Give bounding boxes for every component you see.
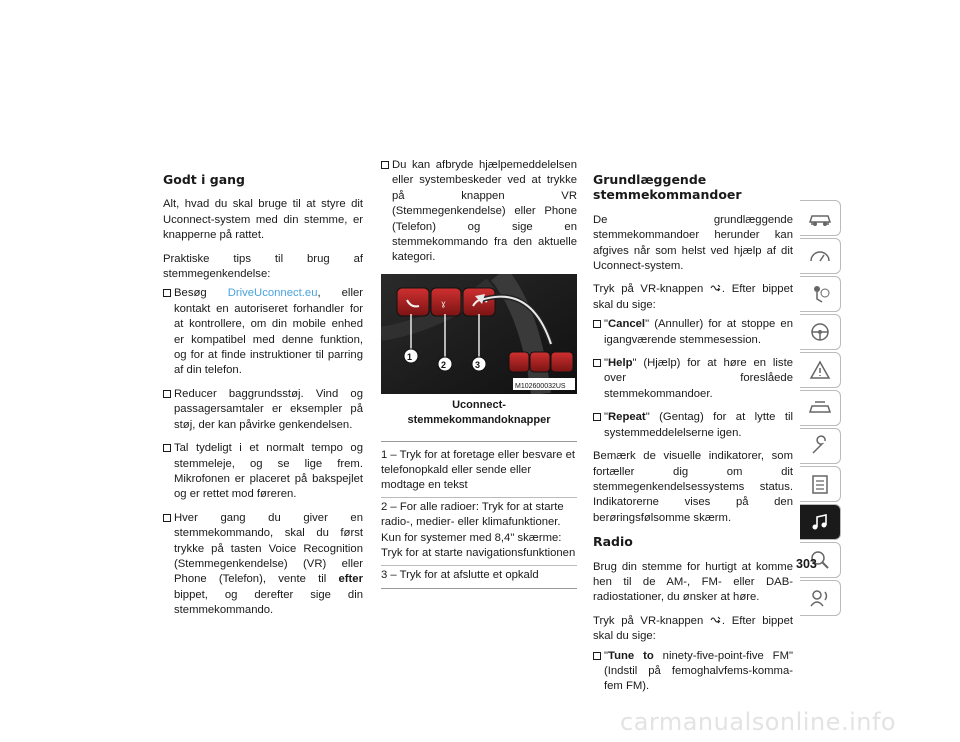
dashboard-icon (807, 245, 833, 267)
driveuconnect-link[interactable]: DriveUconnect.eu (227, 287, 318, 300)
car-service-icon (807, 397, 833, 419)
basic-commands-intro: De grundlæggende stemmekommandoer herunder kan afgives når som helst ved hjælp af dit Uconnect-system. (593, 213, 793, 273)
legend-item: 1 – Tryk for at foretage eller besvare et telefonopkald eller sende eller modtage en tekst (381, 446, 577, 498)
button-legend (381, 441, 577, 589)
photo-caption: Uconnect-stemmekommandoknapper (407, 398, 551, 427)
intro-paragraph: Alt, hvad du skal bruge til at styre dit Uconnect-system med din stemme, er knapperne på rattet. (163, 198, 363, 242)
checklist-icon (807, 473, 833, 495)
basic-commands-list (593, 317, 793, 441)
column-right (593, 172, 793, 703)
tips-list-continued (381, 158, 577, 266)
tab-gauges[interactable] (800, 238, 841, 274)
wrench-icon (807, 435, 833, 457)
checkbox-bullet-icon (163, 514, 171, 522)
visual-indicators-paragraph: Bemærk de visuelle indikatorer, som fortæller dig om dit stemmegenkendelsessystems status. Indikatorerne vises på den berøringsfølsomme skærm. (593, 450, 793, 524)
legend-item: 2 – For alle radioer: Tryk for at starte radio-, medier- eller klimafunktioner. Kun for systemer med 8,4" skærme: Tryk for at starte navigationsfunktionen (381, 498, 577, 566)
button-cluster-bottom (509, 352, 573, 372)
press-vr-paragraph-radio: Tryk på VR-knappen . Efter bippet skal du sige: (593, 614, 793, 643)
checkbox-bullet-icon (593, 359, 601, 367)
airbag-icon (807, 283, 833, 305)
legend-item: 3 – Tryk for at afslutte et opkald (381, 568, 539, 581)
checkbox-bullet-icon (163, 289, 171, 297)
tip-item: Tal tydeligt i et normalt tempo og stemmeleje, og se lige frem. Mikrofonen er placeret på bakspejlet og er rettet mod føreren. (163, 441, 363, 503)
column-left (163, 172, 363, 627)
tip-item: Besøg DriveUconnect.eu, eller kontakt en autoriseret forhandler for at kontrollere, om din mobile enhed er kompatibel med denne funktion, og for at finde instruktioner til parring af din telefon. (163, 286, 363, 378)
vr-button-icon (710, 283, 722, 293)
radio-intro: Brug din stemme for hurtigt at komme hen til de AM-, FM- eller DAB-radiostationer, du ønsker at høre. (593, 560, 793, 604)
car-icon (807, 207, 833, 229)
photo-code: M102600032US (515, 382, 566, 390)
checkbox-bullet-icon (593, 413, 601, 421)
tab-driving[interactable] (800, 314, 841, 350)
tab-emergency[interactable] (800, 352, 841, 388)
callout-1: 1 (407, 351, 413, 362)
command-item: "Tune to ninety-five-point-five FM" (Indstil på femoghalvfems-komma-fem FM). (593, 649, 793, 695)
checkbox-bullet-icon (593, 320, 601, 328)
heading-basic-commands: Grundlæggende stemmekommandoer (593, 172, 742, 203)
voice-icon (807, 587, 833, 609)
checkbox-bullet-icon (163, 390, 171, 398)
music-note-icon (807, 511, 833, 533)
chapter-tabs (800, 200, 842, 618)
tab-maintenance[interactable] (800, 428, 841, 464)
press-vr-paragraph: Tryk på VR-knappen . Efter bippet skal du sige: (593, 283, 793, 311)
heading-radio: Radio (593, 534, 633, 550)
radio-commands-list (593, 649, 793, 695)
steering-wheel-icon (807, 321, 833, 343)
vr-button-icon (710, 615, 722, 625)
command-item: "Cancel" (Annuller) for at stoppe en igangværende stemmesession. (593, 317, 793, 348)
tips-list (163, 286, 363, 618)
callout-3: 3 (475, 359, 481, 370)
warning-car-icon (807, 359, 833, 381)
callout-2: 2 (441, 359, 447, 370)
checkbox-bullet-icon (163, 444, 171, 452)
checkbox-bullet-icon (593, 652, 601, 660)
command-item: "Repeat" (Gentag) for at lytte til systemmeddelelserne igen. (593, 410, 793, 441)
tab-index[interactable] (800, 580, 841, 616)
tip-item: Reducer baggrundsstøj. Vind og passagersamtaler er eksempler på støj, der kan påvirke genkendelsen. (163, 387, 363, 433)
checkbox-bullet-icon (381, 161, 389, 169)
steering-wheel-illustration (381, 274, 577, 394)
tips-intro: Praktiske tips til brug af stemmegenkendelse: (163, 252, 363, 281)
tab-safety[interactable] (800, 276, 841, 312)
tip-item: Du kan afbryde hjælpemeddelelsen eller systembeskeder ved at trykke på knappen VR (Stemmegenkendelse) eller Phone (Telefon) og sige en stemmekommando fra den aktuelle kategori. (381, 158, 577, 266)
page-number: 303 (796, 557, 817, 571)
tab-vehicle[interactable] (800, 200, 841, 236)
watermark: carmanualsonline.info (620, 708, 897, 736)
heading-getting-started: Godt i gang (163, 172, 245, 187)
column-middle (381, 158, 577, 589)
tip-item: Hver gang du giver en stemmekommando, skal du først trykke på tasten Voice Recognition (Stemmegenkendelse) (VR) eller Phone (Telefon), vente til efter bippet, og derefter sige din stemmekommando. (163, 511, 363, 619)
tab-service[interactable] (800, 390, 841, 426)
command-item: "Help" (Hjælp) for at høre en liste over foreslåede stemmekommandoer. (593, 356, 793, 402)
tab-multimedia[interactable] (800, 504, 841, 540)
steering-wheel-buttons-photo (381, 274, 577, 394)
svg-text:ɣ: ɣ (441, 298, 446, 308)
tab-specifications[interactable] (800, 466, 841, 502)
